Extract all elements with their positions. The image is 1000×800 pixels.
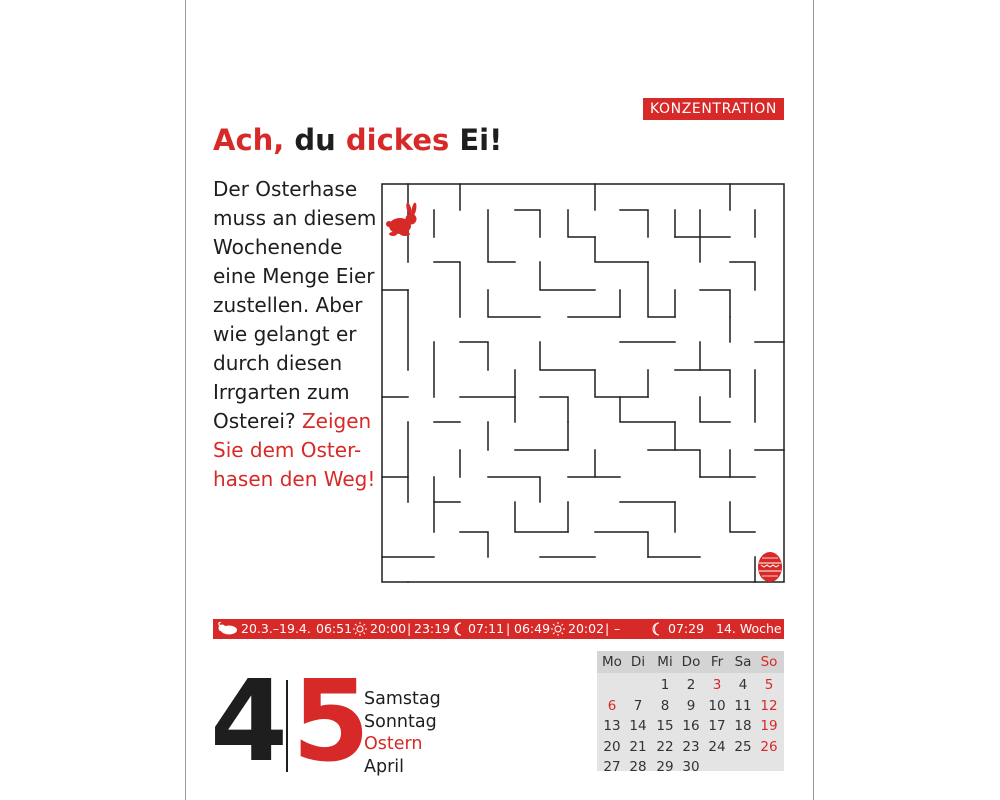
body-line: Wochenende [213, 235, 343, 259]
mini-calendar-weekday: Fr [710, 654, 724, 670]
maze-wall [488, 210, 515, 262]
mini-calendar-day: 2 [686, 677, 696, 693]
puzzle-description [213, 175, 388, 494]
mini-calendar-day: 26 [760, 738, 778, 755]
sat-sunset: 20:00 [370, 621, 407, 636]
mini-calendar-day: 13 [603, 718, 621, 734]
mini-calendar-day: 22 [656, 738, 674, 755]
mini-calendar-day: 27 [603, 759, 621, 775]
mini-calendar-day: 19 [760, 718, 778, 734]
mini-calendar-day: 24 [708, 738, 726, 755]
maze-wall [730, 262, 755, 290]
mini-calendar-weekday: Di [630, 654, 646, 670]
maze-wall [568, 210, 595, 237]
title-word-2: du [294, 123, 336, 157]
mini-calendar-day: 5 [764, 677, 774, 693]
body-line-red: Zeigen [301, 409, 372, 433]
weekday-labels [364, 688, 441, 778]
date-day-sunday: 5 [292, 657, 368, 787]
body-line: Der Osterhase [213, 177, 358, 201]
date-separator [286, 680, 288, 772]
body-line: eine Menge Eier [213, 264, 375, 288]
mini-calendar-weekday: Mo [602, 654, 622, 670]
body-line: Irrgarten zum [213, 380, 350, 404]
sun-moonset: 07:29 [668, 621, 705, 636]
mini-calendar-day: 1 [660, 677, 670, 693]
mini-calendar-day: 15 [656, 718, 674, 734]
maze-wall [382, 184, 784, 582]
title-word-4: Ei! [459, 123, 503, 157]
mini-calendar-day: 6 [607, 697, 617, 714]
maze-wall [700, 290, 730, 317]
date-day-saturday: 4 [210, 657, 286, 787]
mini-calendar-day: 21 [629, 738, 647, 755]
maze-wall [700, 397, 730, 422]
mini-calendar-weekday: So [760, 654, 778, 670]
maze-wall [595, 237, 648, 262]
maze-wall [730, 502, 755, 532]
maze-wall [675, 370, 730, 397]
category-badge: KONZENTRATION [643, 98, 784, 120]
maze-wall [488, 290, 540, 317]
maze-wall [540, 262, 595, 290]
mini-calendar-day: 4 [738, 677, 748, 693]
mini-calendar-day: 8 [660, 697, 670, 714]
sun-icon [353, 622, 367, 636]
maze-wall [460, 532, 488, 557]
mini-calendar-weekday: Mi [657, 654, 673, 670]
mini-calendar-day: 20 [603, 738, 621, 755]
sat-moonset: 07:11 [468, 621, 505, 636]
maze-wall [515, 210, 540, 237]
sun-moonrise: – [614, 621, 621, 636]
mini-calendar-day: 11 [734, 697, 752, 714]
sun-icon [551, 622, 565, 636]
month-label: April [364, 756, 404, 777]
maze-wall [648, 450, 700, 477]
maze-wall [460, 342, 488, 370]
astronomy-bar: 20.3.–19.4. 06:51 20:00 | 23:19 07:11 | 06:49 20:02 | – 07:29 14. Woche [213, 619, 784, 639]
mini-calendar-day: 12 [760, 697, 778, 714]
body-line-red: hasen den Weg! [213, 467, 376, 491]
body-line-start: Osterei? [213, 409, 296, 433]
maze [380, 182, 786, 584]
moon-icon [651, 622, 663, 636]
maze-wall [595, 532, 648, 557]
sun-sunrise: 06:49 [514, 621, 551, 636]
puzzle-title [213, 123, 502, 157]
body-line [213, 407, 388, 436]
weekday-saturday: Samstag [364, 689, 441, 709]
mini-calendar-day: 17 [708, 718, 726, 734]
maze-wall [595, 370, 648, 397]
easter-egg-icon [758, 552, 782, 582]
body-line: muss an diesem [213, 206, 377, 230]
mini-calendar-day: 3 [712, 677, 722, 693]
mini-calendar-day: 23 [682, 738, 700, 755]
week-number: 14. Woche [716, 621, 782, 636]
mini-calendar [597, 651, 784, 775]
mini-calendar-day: 25 [734, 738, 752, 755]
mini-calendar-day: 28 [629, 759, 647, 775]
mini-calendar-day: 16 [682, 718, 700, 734]
maze-wall [620, 397, 675, 422]
body-line: wie gelangt er [213, 322, 357, 346]
mini-calendar-day: 10 [708, 697, 726, 714]
maze-wall [540, 397, 568, 422]
aries-icon [217, 622, 239, 636]
maze-wall [648, 262, 675, 317]
rabbit-icon [386, 202, 417, 236]
sat-sunrise: 06:51 [316, 621, 353, 636]
title-word-3: dickes [345, 123, 450, 157]
mini-calendar-day: 14 [629, 718, 647, 734]
mini-calendar-weekday: Sa [734, 654, 752, 670]
maze-walls [382, 184, 784, 582]
zodiac-dates: 20.3.–19.4. [241, 621, 311, 636]
mini-calendar-day: 29 [656, 759, 674, 775]
weekday-sunday: Sonntag [364, 711, 437, 732]
body-line: durch diesen [213, 351, 343, 375]
maze-wall [620, 210, 648, 237]
maze-wall [515, 502, 568, 532]
mini-calendar-day: 9 [686, 697, 696, 714]
sun-sunset: 20:02 [568, 621, 605, 636]
holiday-label: Ostern [364, 734, 423, 754]
mini-calendar-weekday: Do [681, 654, 701, 670]
maze-wall [434, 262, 460, 317]
maze-wall [540, 342, 595, 370]
moon-icon [453, 622, 465, 636]
title-word-1: Ach, [213, 123, 285, 157]
mini-calendar-day: 30 [682, 759, 700, 775]
body-line-red: Sie dem Oster- [213, 438, 362, 462]
body-line: zustellen. Aber [213, 293, 363, 317]
maze-wall [488, 477, 540, 502]
mini-calendar-day: 7 [633, 697, 643, 714]
mini-calendar-day: 18 [734, 718, 752, 734]
sat-moonrise: 23:19 [414, 621, 451, 636]
maze-wall [460, 397, 515, 422]
